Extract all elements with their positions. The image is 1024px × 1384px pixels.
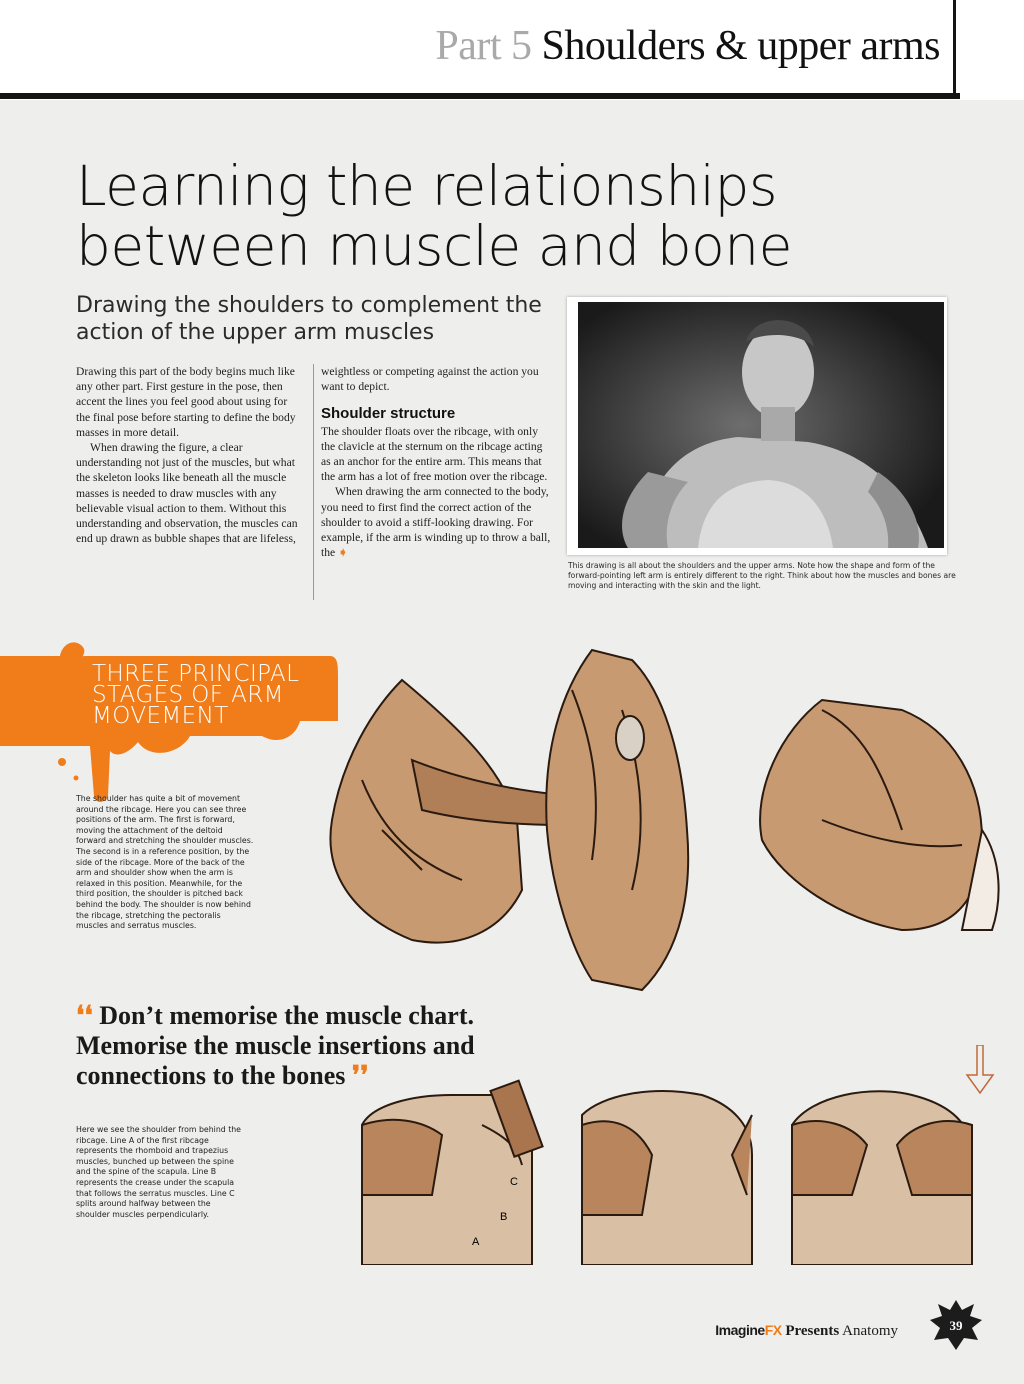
- back-figure-3: [792, 1091, 972, 1265]
- arm-movement-illustrations: [262, 630, 1024, 1010]
- column-divider: [313, 364, 314, 600]
- part-label: Part 5: [435, 23, 532, 69]
- close-quote-icon: ❜❜: [351, 1061, 369, 1090]
- body-paragraph: The shoulder floats over the ribcage, with only the clavicle at the sternum on the ribcage acting as an anchor for the entire arm. This means that the arm has a lot of free motion over the ribcage.: [321, 424, 548, 484]
- continue-arrow-icon: ➧: [338, 546, 348, 560]
- label-b: B: [500, 1211, 508, 1223]
- body-column-1: [76, 364, 304, 546]
- magazine-logo: [715, 1322, 781, 1338]
- open-quote-icon: ❛❛: [76, 1001, 93, 1030]
- footer-title: Anatomy: [842, 1323, 898, 1339]
- label-c: C: [510, 1176, 518, 1188]
- figure-drawing-image: [578, 302, 944, 548]
- arm-position-back: [760, 700, 999, 930]
- part-title: Shoulders & upper arms: [541, 23, 940, 69]
- back-view-caption: Here we see the shoulder from behind the ribcage. Line A of the first ribcage represents the rhomboid and trapezius muscles, bunched up between the spine and the spine of the scapula. Line B represents the crease under the scapula that follows the serratus muscles. Line C splits around halfway between the shoulder muscles perpendicularly.: [76, 1125, 241, 1219]
- arm-position-forward: [330, 680, 562, 943]
- arm-position-side: [546, 650, 688, 990]
- back-shoulder-illustrations: [352, 1045, 1002, 1265]
- body-column-2: [321, 364, 551, 560]
- logo-main: Imagine: [715, 1322, 765, 1338]
- box-title: THREE PRINCIPAL STAGES OF ARM MOVEMENT: [92, 661, 300, 729]
- page-number: 39: [949, 1318, 963, 1333]
- header-rule: [0, 93, 960, 99]
- body-paragraph: Drawing this part of the body begins much like any other part. First gesture in the pose, then accent the lines you feel good about using for the final pose before starting to define the body masses in more detail.: [76, 365, 296, 439]
- header-vertical-rule: [953, 0, 956, 99]
- arm-movement-caption: The shoulder has quite a bit of movement around the ribcage. Here you can see three positions of the arm. The first is forward, moving the attachment of the deltoid forward and stretching the shoulder muscles. The second is in a reference position, by the side of the ribcage. More of the back of the arm and shoulder show when the arm is relaxed in this position. Meanwhile, for the third position, the shoulder is pitched back behind the body. The shoulder is now behind the ribcage, stretching the pectoralis muscles and serratus muscles.: [76, 794, 254, 931]
- subheadline: Drawing the shoulders to complement the action of the upper arm muscles: [76, 293, 542, 345]
- body-paragraph: weightless or competing against the action you want to depict.: [321, 365, 539, 394]
- body-text: When drawing the arm connected to the body, you need to first find the correct action of the shoulder to avoid a stiff-looking drawing. For example, if the arm is winding up to throw a ball, the: [321, 485, 551, 560]
- sub-heading: Shoulder structure: [321, 405, 456, 423]
- headline: Learning the relationships between muscle and bone: [76, 154, 792, 278]
- label-a: A: [472, 1236, 480, 1248]
- quote-text: Don’t memorise the muscle chart. Memorise the muscle insertions and connections to the bones: [76, 1001, 475, 1090]
- back-figure-2: [582, 1091, 752, 1265]
- down-arrow-icon: [967, 1045, 993, 1093]
- body-paragraph: [321, 484, 551, 560]
- photo-caption: This drawing is all about the shoulders and the upper arms. Note how the shape and form of the forward-pointing left arm is entirely different to the right. Think about how the muscles and bones are moving and interacting with the skin and the light.: [568, 561, 956, 590]
- footer-presents: Presents: [785, 1323, 840, 1339]
- body-paragraph: When drawing the figure, a clear understanding not just of the muscles, but what the skeleton looks like beneath all the muscle masses is needed to draw muscles with any believable visual action to them. Without this understanding and observation, the muscles can end up drawn as bubble shapes that are lifeless,: [76, 441, 298, 546]
- back-figure-1: [362, 1081, 543, 1265]
- section-heading: [435, 22, 940, 70]
- page-footer: [715, 1322, 898, 1340]
- logo-fx: FX: [764, 1322, 782, 1338]
